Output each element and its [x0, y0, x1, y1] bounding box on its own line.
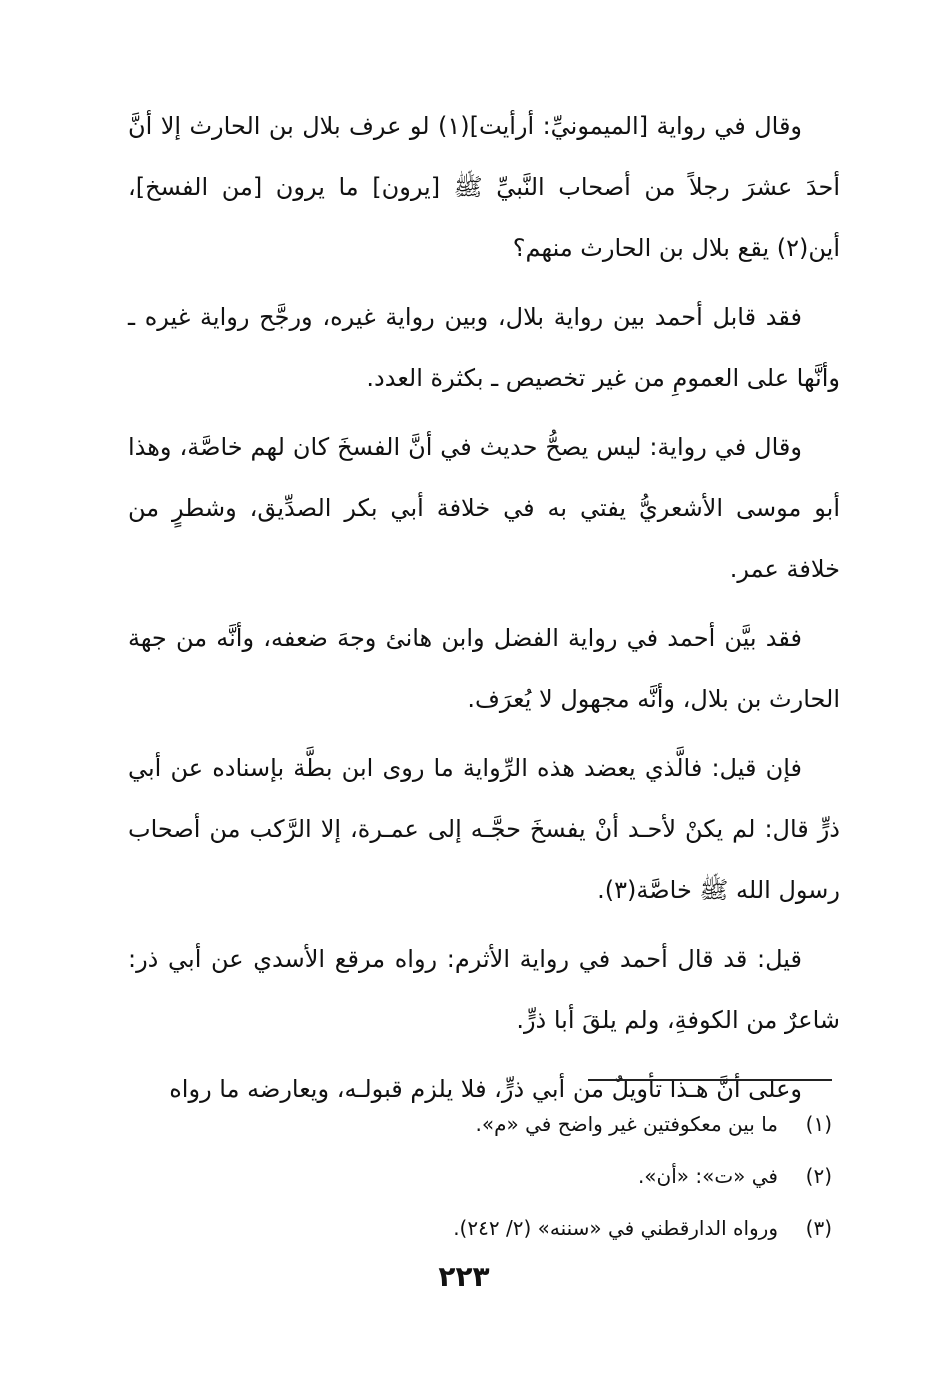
- main-text: [128, 96, 840, 1128]
- footnote-text: ما بين معكوفتين غير واضح في «م».: [475, 1112, 778, 1136]
- footnote-3: [132, 1202, 832, 1254]
- footnote-text: في «ت»: «أن».: [637, 1164, 778, 1188]
- paragraph-4: فقد بيَّن أحمد في رواية الفضل وابن هانئ وجهَ ضعفه، وأنَّه من جهة الحارث بن بلال، وأنَّه مجهول لا يُعرَف.: [128, 624, 840, 713]
- footnotes: [132, 1098, 832, 1254]
- paragraph-3: وقال في رواية: ليس يصحُّ حديث في أنَّ الفسخَ كان لهم خاصَّة، وهذا أبو موسى الأشعريُّ يفتي به في خلافة أبي بكر الصدِّيق، وشطرٍ من خلافة عمر.: [128, 433, 840, 583]
- paragraph-5: فإن قيل: فالَّذي يعضد هذه الرِّواية ما روى ابن بطَّة بإسناده عن أبي ذرٍّ قال: لم يكنْ لأحـد أنْ يفسخَ حجَّـه إلى عمـرة، إلا الرَّكب من أصحاب رسول الله ﷺ خاصَّة(٣).: [128, 754, 840, 904]
- footnote-1: [132, 1098, 832, 1150]
- footnote-number: (٢): [805, 1164, 832, 1188]
- footnote-2: [132, 1150, 832, 1202]
- paragraph-6: قيل: قد قال أحمد في رواية الأثرم: رواه مرقع الأسدي عن أبي ذر: شاعرٌ من الكوفةِ، ولم يلقَ أبا ذرٍّ.: [128, 945, 840, 1034]
- paragraph-2: فقد قابل أحمد بين رواية بلال، وبين رواية غيره، ورجَّح رواية غيره ـ وأنَّها على العمومِ من غير تخصيص ـ بكثرة العدد.: [128, 303, 840, 392]
- footnote-text: ورواه الدارقطني في «سننه» (٢/ ٢٤٢).: [453, 1216, 778, 1240]
- footnote-separator: [588, 1079, 832, 1081]
- paragraph-7: وعلى أنَّ هـذا تأويلٌ من أبي ذرٍّ، فلا يلزم قبولـه، ويعارضه ما رواه: [169, 1075, 802, 1103]
- paragraph-1: وقال في رواية [الميمونيِّ: أرأيت](١) لو عرف بلال بن الحارث إلا أنَّ أحدَ عشرَ رجلاً من أصحاب النَّبيِّ ﷺ [يرون] ما يرون [من الفسخ]، أين(٢) يقع بلال بن الحارث منهم؟: [128, 112, 840, 262]
- footnote-number: (١): [805, 1112, 832, 1136]
- footnote-number: (٣): [805, 1216, 832, 1240]
- page-number: ٢٢٣: [438, 1260, 490, 1293]
